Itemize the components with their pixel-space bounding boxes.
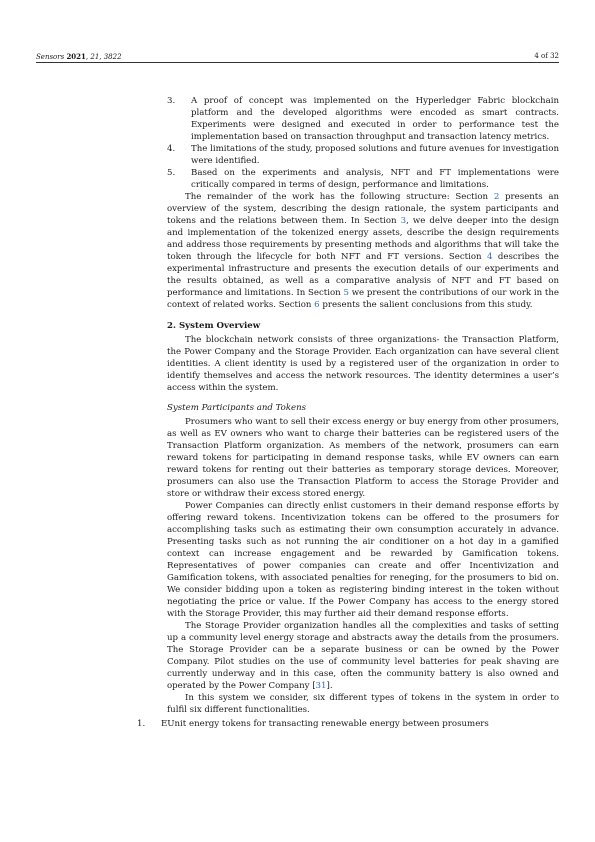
page-number: 4 of 32 bbox=[534, 52, 559, 60]
list-item bbox=[167, 167, 559, 191]
running-header bbox=[36, 52, 559, 64]
list-number: 1. bbox=[137, 719, 146, 729]
paragraph: Power Companies can directly enlist customers in their demand response efforts by offering reward tokens. Incentivization tokens can be offered to the prosumers for accomplishing tasks such as estimating their own consumption accurately in advance. Presenting tasks such as not running the air conditioner on a hot day in a gamified context can increase engagement and be rewarded by Gamification tokens. Representatives of power companies can create and offer Incentivization and Gamification tokens, with associated penalties for reneging, for the prosumers to bid on. We consider bidding upon a token as registering binding interest in the token without negotiating the price or value. If the Power Company has access to the energy stored with the Storage Provider, this may further aid their demand response efforts. bbox=[167, 501, 559, 619]
list-item bbox=[167, 95, 559, 143]
text-run: presents the salient conclusions from this study. bbox=[319, 300, 533, 310]
paragraph bbox=[167, 620, 559, 692]
citation-link[interactable]: 31 bbox=[315, 681, 327, 691]
section-link[interactable]: 2 bbox=[493, 192, 500, 202]
text-run: describes the experimental infrastructure and presents the execution details of our experiments and the results obtained, as well as a comparative analysis of NFT and FT based on performance and limitations. In Section bbox=[167, 252, 560, 298]
section-link[interactable]: 6 bbox=[314, 300, 320, 310]
text-run: The remainder of the work has the following structure: Section bbox=[185, 192, 494, 202]
journal-name: Sensors bbox=[36, 53, 65, 61]
page-body bbox=[137, 95, 560, 730]
text-run: The Storage Provider organization handles all the complexities and tasks of setting up a community level energy storage and abstracts away the details from the prosumers. The Storage Provider can be a separate business or can be owned by the Power Company. Pilot studies on the use of community level batteries for peak shaving are currently underway and in this case, often the community battery is also owned and operated by the Power Company [ bbox=[167, 621, 559, 691]
list-text: EUnit energy tokens for transacting renewable energy between prosumers bbox=[161, 719, 489, 729]
list-number: 3. bbox=[167, 96, 176, 106]
list-number: 4. bbox=[167, 144, 176, 154]
list-item bbox=[167, 143, 559, 167]
subsection-heading: System Participants and Tokens bbox=[167, 403, 307, 413]
paragraph: The blockchain network consists of three organizations- the Transaction Platform, the Power Company and the Storage Provider. Each organization can have several client identities. A client identity is used by a registered user of the organization in order to identify themselves and access the network resources. The identity determines a user’s access within the system. bbox=[167, 335, 559, 393]
list-text: Based on the experiments and analysis, NFT and FT implementations were critically compared in terms of design, performance and limitations. bbox=[191, 168, 559, 190]
text-run: we present the contributions of our work in the context of related works. Section bbox=[167, 288, 560, 310]
text-run: , we delve deeper into the design and implementation of the tokenized energy assets, describe the design requirements and address those requirements by presenting methods and algorithms that will take the token through the lifecycle for both NFT and FT versions. Section bbox=[167, 216, 559, 262]
paragraph: Prosumers who want to sell their excess energy or buy energy from other prosumers, as well as EV owners who want to charge their batteries can be registered users of the Transaction Platform organization. As members of the network, prosumers can earn reward tokens for participating in demand response tasks, while EV owners can earn reward tokens for renting out their batteries as temporary storage devices. Moreover, prosumers can also use the Transaction Platform to access the Storage Provider and store or withdraw their excess stored energy. bbox=[167, 417, 559, 499]
list-number: 5. bbox=[167, 168, 176, 178]
text-run: ]. bbox=[326, 681, 333, 691]
section-link[interactable]: 4 bbox=[486, 252, 493, 262]
list-item bbox=[137, 718, 559, 730]
section-link[interactable]: 5 bbox=[343, 288, 349, 298]
text-run: presents an overview of the system, describing the design rationale, the system participants and tokens and the relations between them. In Section bbox=[167, 192, 559, 226]
header-rule bbox=[36, 62, 559, 63]
journal-year: 2021 bbox=[66, 52, 86, 61]
list-text: A proof of concept was implemented on the Hyperledger Fabric blockchain platform and the developed algorithms were encoded as smart contracts. Experiments were designed and executed in order to performance test the implementation based on transaction throughput and transaction latency metrics. bbox=[191, 96, 559, 142]
paragraph: In this system we consider, six different types of tokens in the system in order to fulfil six different functionalities. bbox=[167, 693, 559, 715]
section-link[interactable]: 3 bbox=[400, 216, 407, 226]
list-text: The limitations of the study, proposed solutions and future avenues for investigation were identified. bbox=[191, 144, 559, 166]
section-heading: 2. System Overview bbox=[167, 321, 261, 331]
structure-paragraph bbox=[167, 191, 559, 311]
journal-volume: , 21, 3822 bbox=[85, 53, 122, 61]
